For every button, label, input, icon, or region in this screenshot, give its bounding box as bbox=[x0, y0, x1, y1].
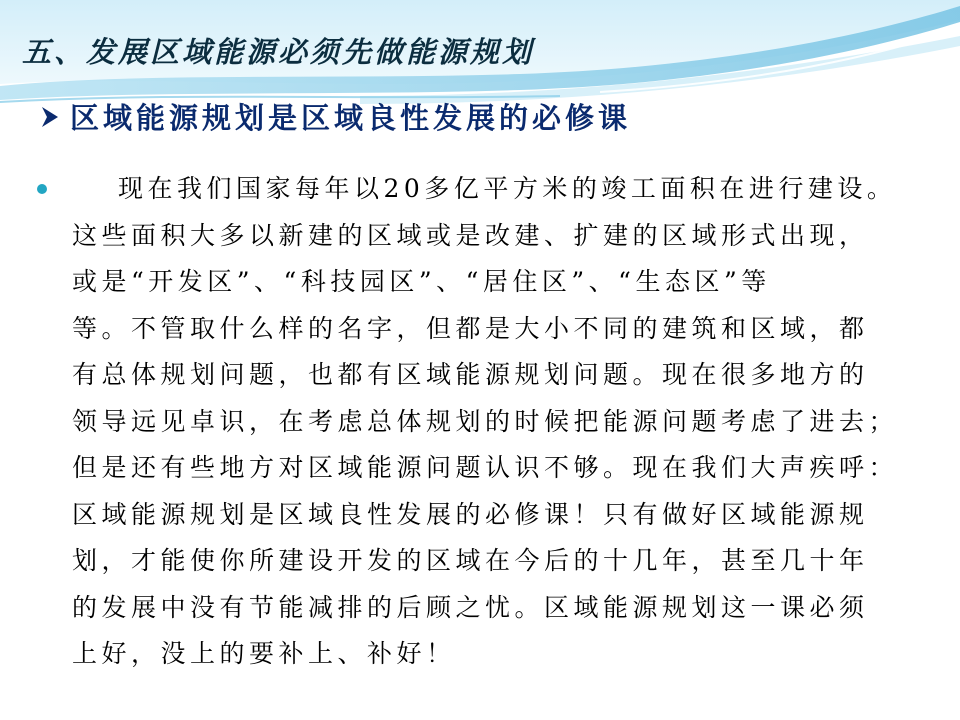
body-line: 上好，没上的要补上、补好！ bbox=[72, 639, 456, 668]
slide-title: 五、发展区域能源必须先做能源规划 bbox=[22, 35, 535, 69]
subtitle-text: 区域能源规划是区域良性发展的必修课 bbox=[70, 101, 632, 135]
arrow-right-icon bbox=[38, 104, 62, 130]
body-line: 等。不管取什么样的名字，但都是大小不同的建筑和区域，都 bbox=[72, 313, 869, 343]
subtitle-row bbox=[38, 96, 631, 137]
body-line: 有总体规划问题，也都有区域能源规划问题。现在很多地方的 bbox=[72, 360, 869, 389]
bullet-dot-icon bbox=[37, 184, 47, 194]
body-line: 区域能源规划是区域良性发展的必修课！只有做好区域能源规 bbox=[72, 499, 869, 529]
body-paragraph bbox=[72, 166, 942, 678]
body-line: 划，才能使你所建设开发的区域在今后的十几年，甚至几十年 bbox=[72, 546, 869, 575]
body-line: 但是还有些地方对区域能源问题认识不够。现在我们大声疾呼： bbox=[72, 453, 899, 482]
body-line: 或是“开发区”、“科技园区”、“居住区”、“生态区”等 bbox=[72, 267, 771, 296]
body-line: 的发展中没有节能减排的后顾之忧。区域能源规划这一课必须 bbox=[72, 592, 869, 622]
body-line: 这些面积大多以新建的区域或是改建、扩建的区域形式出现， bbox=[72, 220, 869, 250]
body-line: 现在我们国家每年以20多亿平方米的竣工面积在进行建设。 bbox=[118, 174, 897, 203]
body-line: 领导远见卓识，在考虑总体规划的时候把能源问题考虑了进去； bbox=[72, 406, 899, 436]
